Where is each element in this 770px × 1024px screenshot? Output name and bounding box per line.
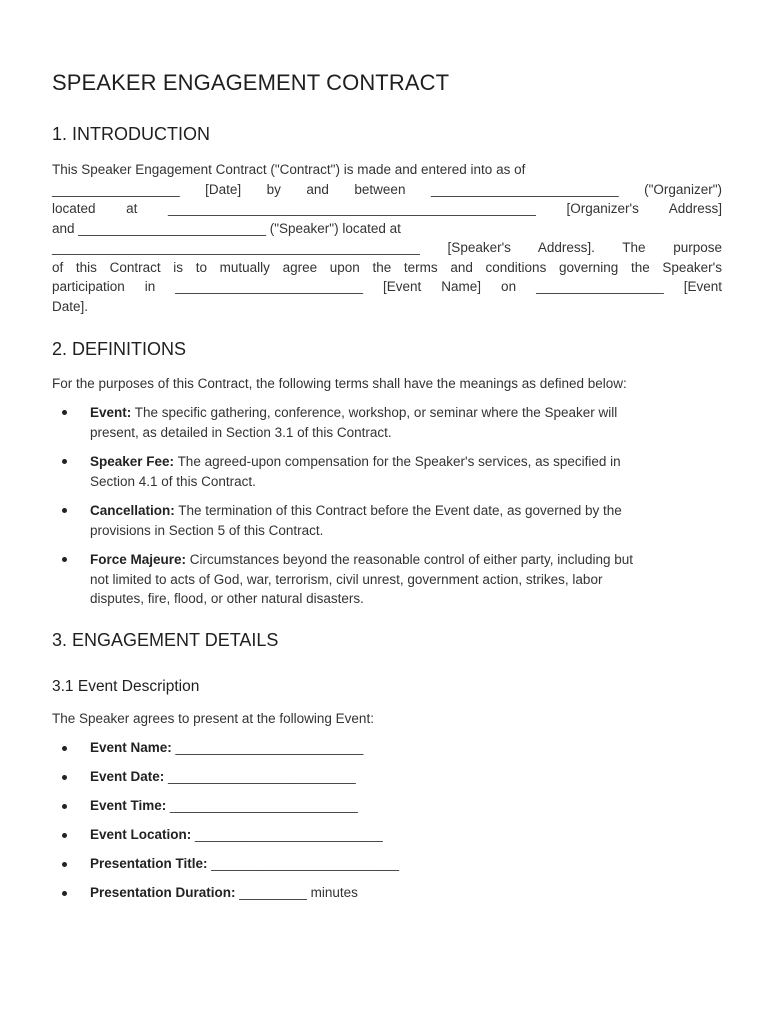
bullet-icon <box>62 833 67 838</box>
definition-text: not limited to acts of God, war, terrorism, civil unrest, government action, strikes, labor <box>90 571 603 587</box>
definition-text: provisions in Section 5 of this Contract. <box>90 522 324 538</box>
definition-term: Speaker Fee: <box>90 454 175 469</box>
definition-term: Event: <box>90 405 132 420</box>
definition-text: Section 4.1 of this Contract. <box>90 473 256 489</box>
section-heading-introduction: 1. INTRODUCTION <box>52 124 211 144</box>
event-detail-value: _________________________ <box>170 798 358 813</box>
event-detail-label: Event Name: <box>90 740 172 755</box>
event-detail-value: _________ minutes <box>239 885 358 900</box>
definition-item-cancellation <box>52 501 722 540</box>
definition-term: Cancellation: <box>90 503 175 518</box>
paragraph-line: _________________ [Date] by and between _________________________ ("Organizer") <box>52 181 722 197</box>
bullet-icon <box>62 746 67 751</box>
document-title: SPEAKER ENGAGEMENT CONTRACT <box>52 70 450 95</box>
paragraph-line: _________________________________________________ [Speaker's Address]. The purpose <box>52 240 722 255</box>
event-detail-item <box>52 883 722 912</box>
definitions-list <box>52 403 722 609</box>
bullet-icon <box>62 557 67 562</box>
event-detail-item <box>52 825 722 854</box>
bullet-icon <box>62 862 67 867</box>
event-detail-item <box>52 738 722 767</box>
definition-text: The termination of this Contract before the Event date, as governed by the <box>178 503 622 518</box>
definition-text: The specific gathering, conference, workshop, or seminar where the Speaker will <box>134 405 618 420</box>
bullet-icon <box>62 891 67 896</box>
definition-item-event <box>52 403 722 442</box>
event-detail-value: _________________________ <box>211 856 399 871</box>
bullet-icon <box>62 508 67 513</box>
subsection-heading-event-description: 3.1 Event Description <box>52 678 200 695</box>
event-description-intro: The Speaker agrees to present at the following Event: <box>52 711 374 726</box>
definition-term: Force Majeure: <box>90 552 187 567</box>
definition-text: present, as detailed in Section 3.1 of this Contract. <box>90 424 392 440</box>
section-heading-engagement-details: 3. ENGAGEMENT DETAILS <box>52 630 279 650</box>
paragraph-line: and _________________________ ("Speaker") located at <box>52 220 401 236</box>
definition-item-force-majeure <box>52 550 722 609</box>
definition-text: disputes, fire, flood, or other natural disasters. <box>90 591 364 606</box>
paragraph-line: located at _________________________________________________ [Organizer's Address] <box>52 201 722 216</box>
paragraph-line: participation in _________________________ [Event Name] on _________________ [Event <box>52 279 722 294</box>
event-detail-label: Presentation Title: <box>90 856 208 871</box>
bullet-icon <box>62 410 67 415</box>
bullet-icon <box>62 804 67 809</box>
section-heading-definitions: 2. DEFINITIONS <box>52 339 187 359</box>
event-detail-value: _________________________ <box>168 769 356 784</box>
definition-text: Circumstances beyond the reasonable control of either party, including but <box>189 552 634 567</box>
definition-item-speaker-fee <box>52 452 722 491</box>
event-detail-item <box>52 767 722 796</box>
paragraph-line: Date]. <box>52 298 89 314</box>
paragraph-line: This Speaker Engagement Contract ("Contract") is made and entered into as of <box>52 162 526 177</box>
event-detail-item <box>52 854 722 883</box>
bullet-icon <box>62 459 67 464</box>
event-detail-label: Event Location: <box>90 827 192 842</box>
paragraph-line: of this Contract is to mutually agree upon the terms and conditions governing the Speaker's <box>52 259 722 275</box>
definitions-intro: For the purposes of this Contract, the following terms shall have the meanings as defined below: <box>52 376 627 391</box>
event-detail-value: _________________________ <box>175 740 364 755</box>
event-detail-value: _________________________ <box>195 827 383 842</box>
event-detail-label: Presentation Duration: <box>90 885 236 900</box>
bullet-icon <box>62 775 67 780</box>
introduction-paragraph <box>52 160 722 316</box>
event-detail-label: Event Time: <box>90 798 167 813</box>
definition-text: The agreed-upon compensation for the Speaker's services, as specified in <box>177 454 621 469</box>
event-detail-item <box>52 796 722 825</box>
event-details-list <box>52 738 722 912</box>
event-detail-label: Event Date: <box>90 769 165 784</box>
